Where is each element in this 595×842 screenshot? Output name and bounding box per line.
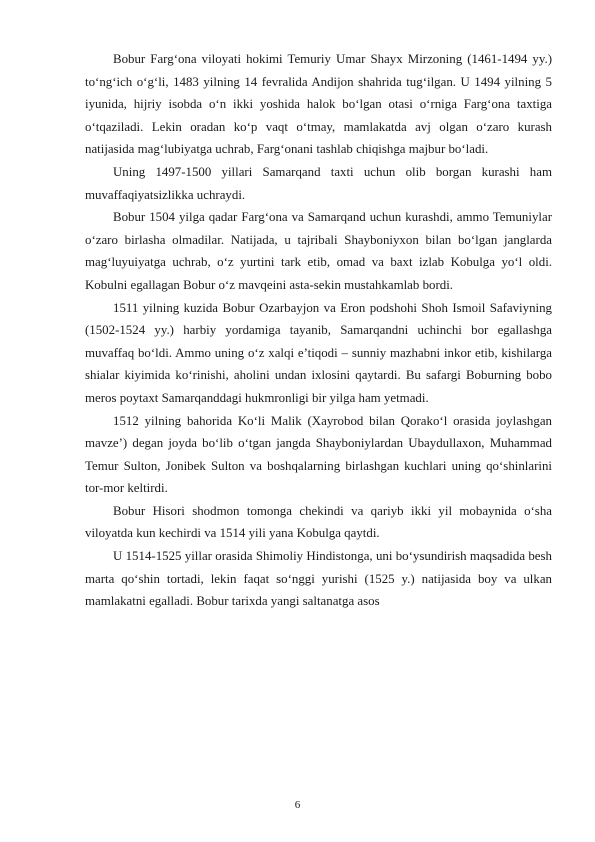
document-body xyxy=(85,48,552,613)
paragraph-1: Bobur Farg‘ona viloyati hokimi Temuriy Umar Shayx Mirzoning (1461-1494 yy.) to‘ng‘ich o‘g‘li, 1483 yilning 14 fevralida Andijon shahrida tug‘ilgan. U 1494 yilning 5 iyunida, hijriy isobda o‘n ikki yoshida halok bo‘lgan otasi o‘rniga Farg‘ona taxtiga o‘tqaziladi. Lekin oradan ko‘p vaqt o‘tmay, mamlakatda avj olgan o‘zaro kurash natijasida mag‘lubiyatga uchrab, Farg‘onani tashlab chiqishga majbur bo‘ladi. xyxy=(85,52,552,157)
paragraph-7: U 1514-1525 yillar orasida Shimoliy Hindistonga, uni bo‘ysundirish maqsadida besh marta qo‘shin tortadi, lekin faqat so‘nggi yurishi (1525 y.) natijasida boy va ulkan mamlakatni egalladi. Bobur tarixda yangi saltanatga asos xyxy=(85,549,552,609)
paragraph-4: 1511 yilning kuzida Bobur Ozarbayjon va Eron podshohi Shoh Ismoil Safaviyning (1502-1524 yy.) harbiy yordamiga tayanib, Samarqandni uchinchi bor egallashga muvaffaq bo‘ldi. Ammo uning o‘z xalqi e’tiqodi – sunniy mazhabni inkor etib, kishilarga shialar kiyimida ko‘rinishi, aholini undan ixlosini qaytardi. Bu safargi Boburning bobo meros poytaxt Samarqanddagi hukmronligi bir yilga ham yetmadi. xyxy=(85,300,552,405)
page-number: 6 xyxy=(294,799,301,811)
paragraph-2: Uning 1497-1500 yillari Samarqand taxti uchun olib borgan kurashi ham muvaffaqiyatsizlikka uchraydi. xyxy=(85,164,552,202)
paragraph-6: Bobur Hisori shodmon tomonga chekindi va qariyb ikki yil mobaynida o‘sha viloyatda kun kechirdi va 1514 yili yana Kobulga qaytdi. xyxy=(85,503,552,541)
paragraph-3: Bobur 1504 yilga qadar Farg‘ona va Samarqand uchun kurashdi, ammo Temuniylar o‘zaro birlasha olmadilar. Natijada, u tajribali Shayboniyxon bilan bo‘lgan janglarda mag‘luyuiyatga uchrab, o‘z yurtini tark etib, omad va baxt izlab Kobulga yo‘l oldi. Kobulni egallagan Bobur o‘z mavqeini asta-sekin mustahkamlab bordi. xyxy=(85,210,552,292)
paragraph-5: 1512 yilning bahorida Ko‘li Malik (Xayrobod bilan Qorako‘l orasida joylashgan mavze’) degan joyda bo‘lib o‘tgan jangda Shayboniylardan Ubaydullaxon, Muhammad Temur Sulton, Jonibek Sulton va boshqalarning birlashgan kuchlari uning qo‘shinlarini tor-mor keltirdi. xyxy=(85,413,552,496)
